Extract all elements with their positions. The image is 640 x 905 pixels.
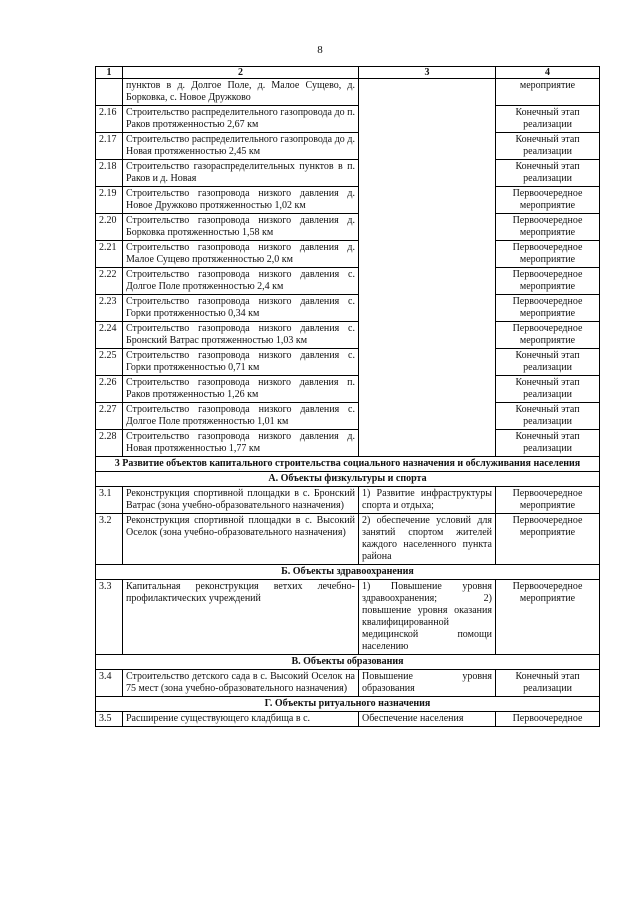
row-number: 3.4	[96, 670, 123, 697]
section-title-row	[96, 457, 600, 472]
gas-rows	[96, 79, 600, 457]
row-stage: Первоочередное мероприятие	[496, 295, 600, 322]
row-stage: Первоочередное мероприятие	[496, 487, 600, 514]
table-row	[96, 430, 600, 457]
row-name: Строительство распределительного газопровода до п. Раков протяженностью 2,67 км	[123, 106, 359, 133]
row-stage: Первоочередное мероприятие	[496, 214, 600, 241]
row-stage: Первоочередное мероприятие	[496, 514, 600, 565]
row-name: Строительство газопровода низкого давления д. Новая протяженностью 1,77 км	[123, 430, 359, 457]
row-stage: Конечный этап реализации	[496, 349, 600, 376]
row-number: 3.2	[96, 514, 123, 565]
table-row	[96, 580, 600, 655]
row-number: 2.27	[96, 403, 123, 430]
row-name: Капитальная реконструкция ветхих лечебно-профилактических учреждений	[123, 580, 359, 655]
table-row	[96, 79, 600, 106]
row-name: Расширение существующего кладбища в с.	[123, 712, 359, 727]
table-row	[96, 376, 600, 403]
row-number: 2.21	[96, 241, 123, 268]
row-stage: Первоочередное мероприятие	[496, 580, 600, 655]
column-header-1: 1	[96, 67, 123, 79]
column-header-2: 2	[123, 67, 359, 79]
row-goal: 2) обеспечение условий для занятий спортом жителей каждого населенного пункта района	[359, 514, 496, 565]
row-number: 2.25	[96, 349, 123, 376]
row-stage: Конечный этап реализации	[496, 376, 600, 403]
section-title: 3 Развитие объектов капитального строительства социального назначения и обслуживания населения	[96, 457, 600, 472]
table-row	[96, 268, 600, 295]
row-number: 2.28	[96, 430, 123, 457]
table-row	[96, 214, 600, 241]
row-stage: Первоочередное мероприятие	[496, 268, 600, 295]
goal-cell-empty	[359, 79, 496, 457]
row-goal: Обеспечение населения	[359, 712, 496, 727]
row-number: 2.16	[96, 106, 123, 133]
row-stage: Конечный этап реализации	[496, 670, 600, 697]
row-number: 2.19	[96, 187, 123, 214]
row-stage: Конечный этап реализации	[496, 106, 600, 133]
row-number: 2.20	[96, 214, 123, 241]
row-name: Строительство распределительного газопровода до д. Новая протяженностью 2,45 км	[123, 133, 359, 160]
column-header-4: 4	[496, 67, 600, 79]
row-number	[96, 79, 123, 106]
table-row	[96, 487, 600, 514]
table-row	[96, 241, 600, 268]
table-row	[96, 106, 600, 133]
row-name: Строительство газопровода низкого давления с. Долгое Поле протяженностью 2,4 км	[123, 268, 359, 295]
table-row	[96, 349, 600, 376]
subsection-title-ritual: Г. Объекты ритуального назначения	[96, 697, 600, 712]
row-goal: 1) Повышение уровня здравоохранения; 2) повышение уровня оказания квалифицированной медицинской помощи населению	[359, 580, 496, 655]
table-row	[96, 403, 600, 430]
subsection-row-g	[96, 697, 600, 712]
subsection-title-education: В. Объекты образования	[96, 655, 600, 670]
row-name: Строительство газопровода низкого давления с. Горки протяженностью 0,71 км	[123, 349, 359, 376]
column-header-3: 3	[359, 67, 496, 79]
table-row	[96, 514, 600, 565]
table-row	[96, 187, 600, 214]
table-row	[96, 133, 600, 160]
row-stage: Первоочередное мероприятие	[496, 241, 600, 268]
table-row	[96, 670, 600, 697]
row-stage: Конечный этап реализации	[496, 133, 600, 160]
row-name: пунктов в д. Долгое Поле, д. Малое Сущево, д. Борковка, с. Новое Дружково	[123, 79, 359, 106]
subsection-title-health: Б. Объекты здравоохранения	[96, 565, 600, 580]
row-number: 2.22	[96, 268, 123, 295]
row-name: Строительство газопровода низкого давления с. Долгое Поле протяженностью 1,01 км	[123, 403, 359, 430]
subsection-row-v	[96, 655, 600, 670]
row-name: Строительство газораспределительных пунктов в п. Раков и д. Новая	[123, 160, 359, 187]
table-row	[96, 712, 600, 727]
table-row	[96, 322, 600, 349]
row-name: Строительство газопровода низкого давления д. Малое Сущево протяженностью 2,0 км	[123, 241, 359, 268]
row-name: Реконструкция спортивной площадки в с. Высокий Оселок (зона учебно-образовательного назначения)	[123, 514, 359, 565]
row-number: 3.3	[96, 580, 123, 655]
row-number: 2.26	[96, 376, 123, 403]
row-number: 2.24	[96, 322, 123, 349]
row-name: Строительство газопровода низкого давления с. Горки протяженностью 0,34 км	[123, 295, 359, 322]
row-goal: 1) Развитие инфраструктуры спорта и отдыха;	[359, 487, 496, 514]
row-stage: Конечный этап реализации	[496, 160, 600, 187]
row-name: Строительство газопровода низкого давления д. Новое Дружково протяженностью 1,02 км	[123, 187, 359, 214]
section-3	[96, 457, 600, 727]
row-name: Строительство детского сада в с. Высокий Оселок на 75 мест (зона учебно-образовательного назначения)	[123, 670, 359, 697]
row-stage: Первоочередное мероприятие	[496, 322, 600, 349]
row-number: 2.23	[96, 295, 123, 322]
row-stage: Первоочередное мероприятие	[496, 187, 600, 214]
column-header-row	[96, 67, 600, 79]
row-name: Строительство газопровода низкого давления с. Бронский Ватрас протяженностью 1,03 км	[123, 322, 359, 349]
row-name: Строительство газопровода низкого давления д. Борковка протяженностью 1,58 км	[123, 214, 359, 241]
row-number: 3.5	[96, 712, 123, 727]
table-row	[96, 160, 600, 187]
measures-table	[95, 66, 600, 727]
row-stage: мероприятие	[496, 79, 600, 106]
row-stage: Первоочередное	[496, 712, 600, 727]
row-number: 2.17	[96, 133, 123, 160]
row-name: Реконструкция спортивной площадки в с. Бронский Ватрас (зона учебно-образовательного назначения)	[123, 487, 359, 514]
table-row	[96, 295, 600, 322]
row-number: 3.1	[96, 487, 123, 514]
subsection-row-a	[96, 472, 600, 487]
row-number: 2.18	[96, 160, 123, 187]
page-number: 8	[317, 44, 323, 56]
row-goal: Повышение уровня образования	[359, 670, 496, 697]
row-stage: Конечный этап реализации	[496, 430, 600, 457]
row-stage: Конечный этап реализации	[496, 403, 600, 430]
subsection-row-b	[96, 565, 600, 580]
subsection-title-sport: А. Объекты физкультуры и спорта	[96, 472, 600, 487]
row-name: Строительство газопровода низкого давления п. Раков протяженностью 1,26 км	[123, 376, 359, 403]
